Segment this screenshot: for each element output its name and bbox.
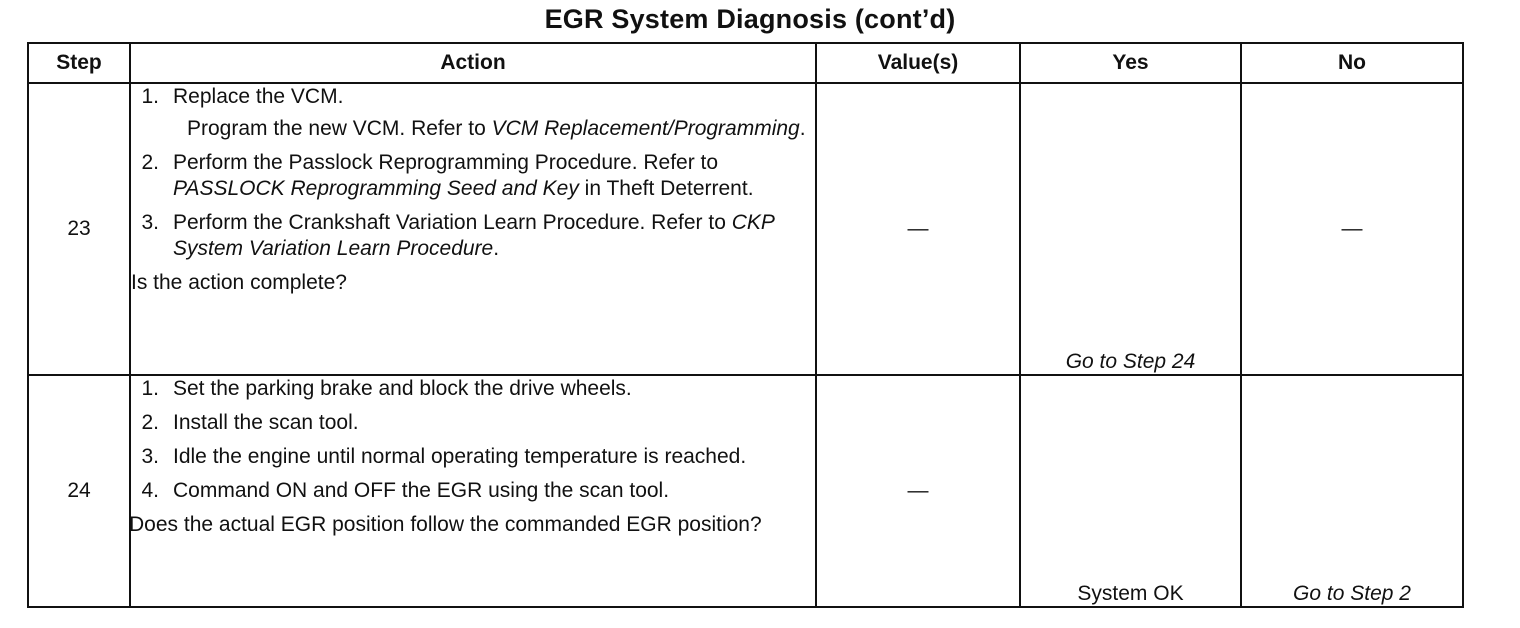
question-text: Does the actual EGR position follow the commanded EGR position?	[129, 513, 762, 536]
question-text: Is the action complete?	[131, 271, 347, 294]
value-dash: —	[907, 479, 929, 502]
step-number: 23	[28, 83, 130, 375]
yes-cell: Go to Step 24	[1020, 83, 1241, 375]
item-text-post: .	[493, 237, 500, 260]
action-item-4	[131, 478, 815, 504]
item-number: 3.	[141, 445, 159, 468]
diagnosis-table	[27, 42, 1464, 608]
item-number: 3.	[141, 211, 159, 234]
no-cell	[1241, 83, 1463, 375]
table-row-step-24	[28, 375, 1463, 607]
step-number: 24	[28, 375, 130, 607]
yes-cell: System OK	[1020, 375, 1241, 607]
item-text: Idle the engine until normal operating temperature is reached.	[173, 445, 747, 468]
item-number: 1.	[141, 377, 159, 400]
value-cell	[816, 83, 1020, 375]
table-row-step-23	[28, 83, 1463, 375]
header-yes: Yes	[1020, 43, 1241, 83]
item-number: 1.	[141, 85, 159, 108]
item-text-pre: Perform the Passlock Reprogramming Procedure. Refer to	[173, 151, 719, 174]
action-cell	[130, 375, 816, 607]
action-item-1	[131, 84, 815, 110]
item-number: 2.	[141, 411, 159, 434]
action-item-1	[131, 376, 815, 402]
page-title: EGR System Diagnosis (cont’d)	[544, 4, 956, 34]
reference-link: VCM Replacement/Programming	[491, 117, 800, 140]
reference-link: PASSLOCK Reprogramming Seed and Key	[173, 177, 579, 200]
action-cell	[130, 83, 816, 375]
item-text: Command ON and OFF the EGR using the scan tool.	[173, 479, 670, 502]
header-row	[28, 43, 1463, 83]
action-item-1-subtext	[187, 116, 815, 142]
item-text: Set the parking brake and block the drive wheels.	[173, 377, 632, 400]
subtext-pre: Program the new VCM. Refer to	[187, 117, 492, 140]
action-item-2	[131, 410, 815, 436]
header-step: Step	[28, 43, 130, 83]
action-item-3	[131, 210, 815, 262]
item-text: Install the scan tool.	[173, 411, 359, 434]
header-value: Value(s)	[816, 43, 1020, 83]
item-text-post: in Theft Deterrent.	[578, 177, 754, 200]
item-text	[173, 210, 815, 262]
item-text: Replace the VCM.	[173, 85, 344, 108]
item-number: 4.	[141, 479, 159, 502]
no-cell: Go to Step 2	[1241, 375, 1463, 607]
header-action: Action	[130, 43, 816, 83]
item-text-pre: Perform the Crankshaft Variation Learn Procedure. Refer to	[173, 211, 732, 234]
subtext-post: .	[799, 117, 806, 140]
value-dash: —	[907, 217, 929, 240]
value-cell	[816, 375, 1020, 607]
action-item-3	[131, 444, 815, 470]
no-dash: —	[1341, 217, 1363, 240]
header-no: No	[1241, 43, 1463, 83]
item-text	[173, 150, 815, 202]
item-number: 2.	[141, 151, 159, 174]
reference-link: CKP System Variation Learn Procedure	[173, 211, 775, 260]
action-item-2	[131, 150, 815, 202]
